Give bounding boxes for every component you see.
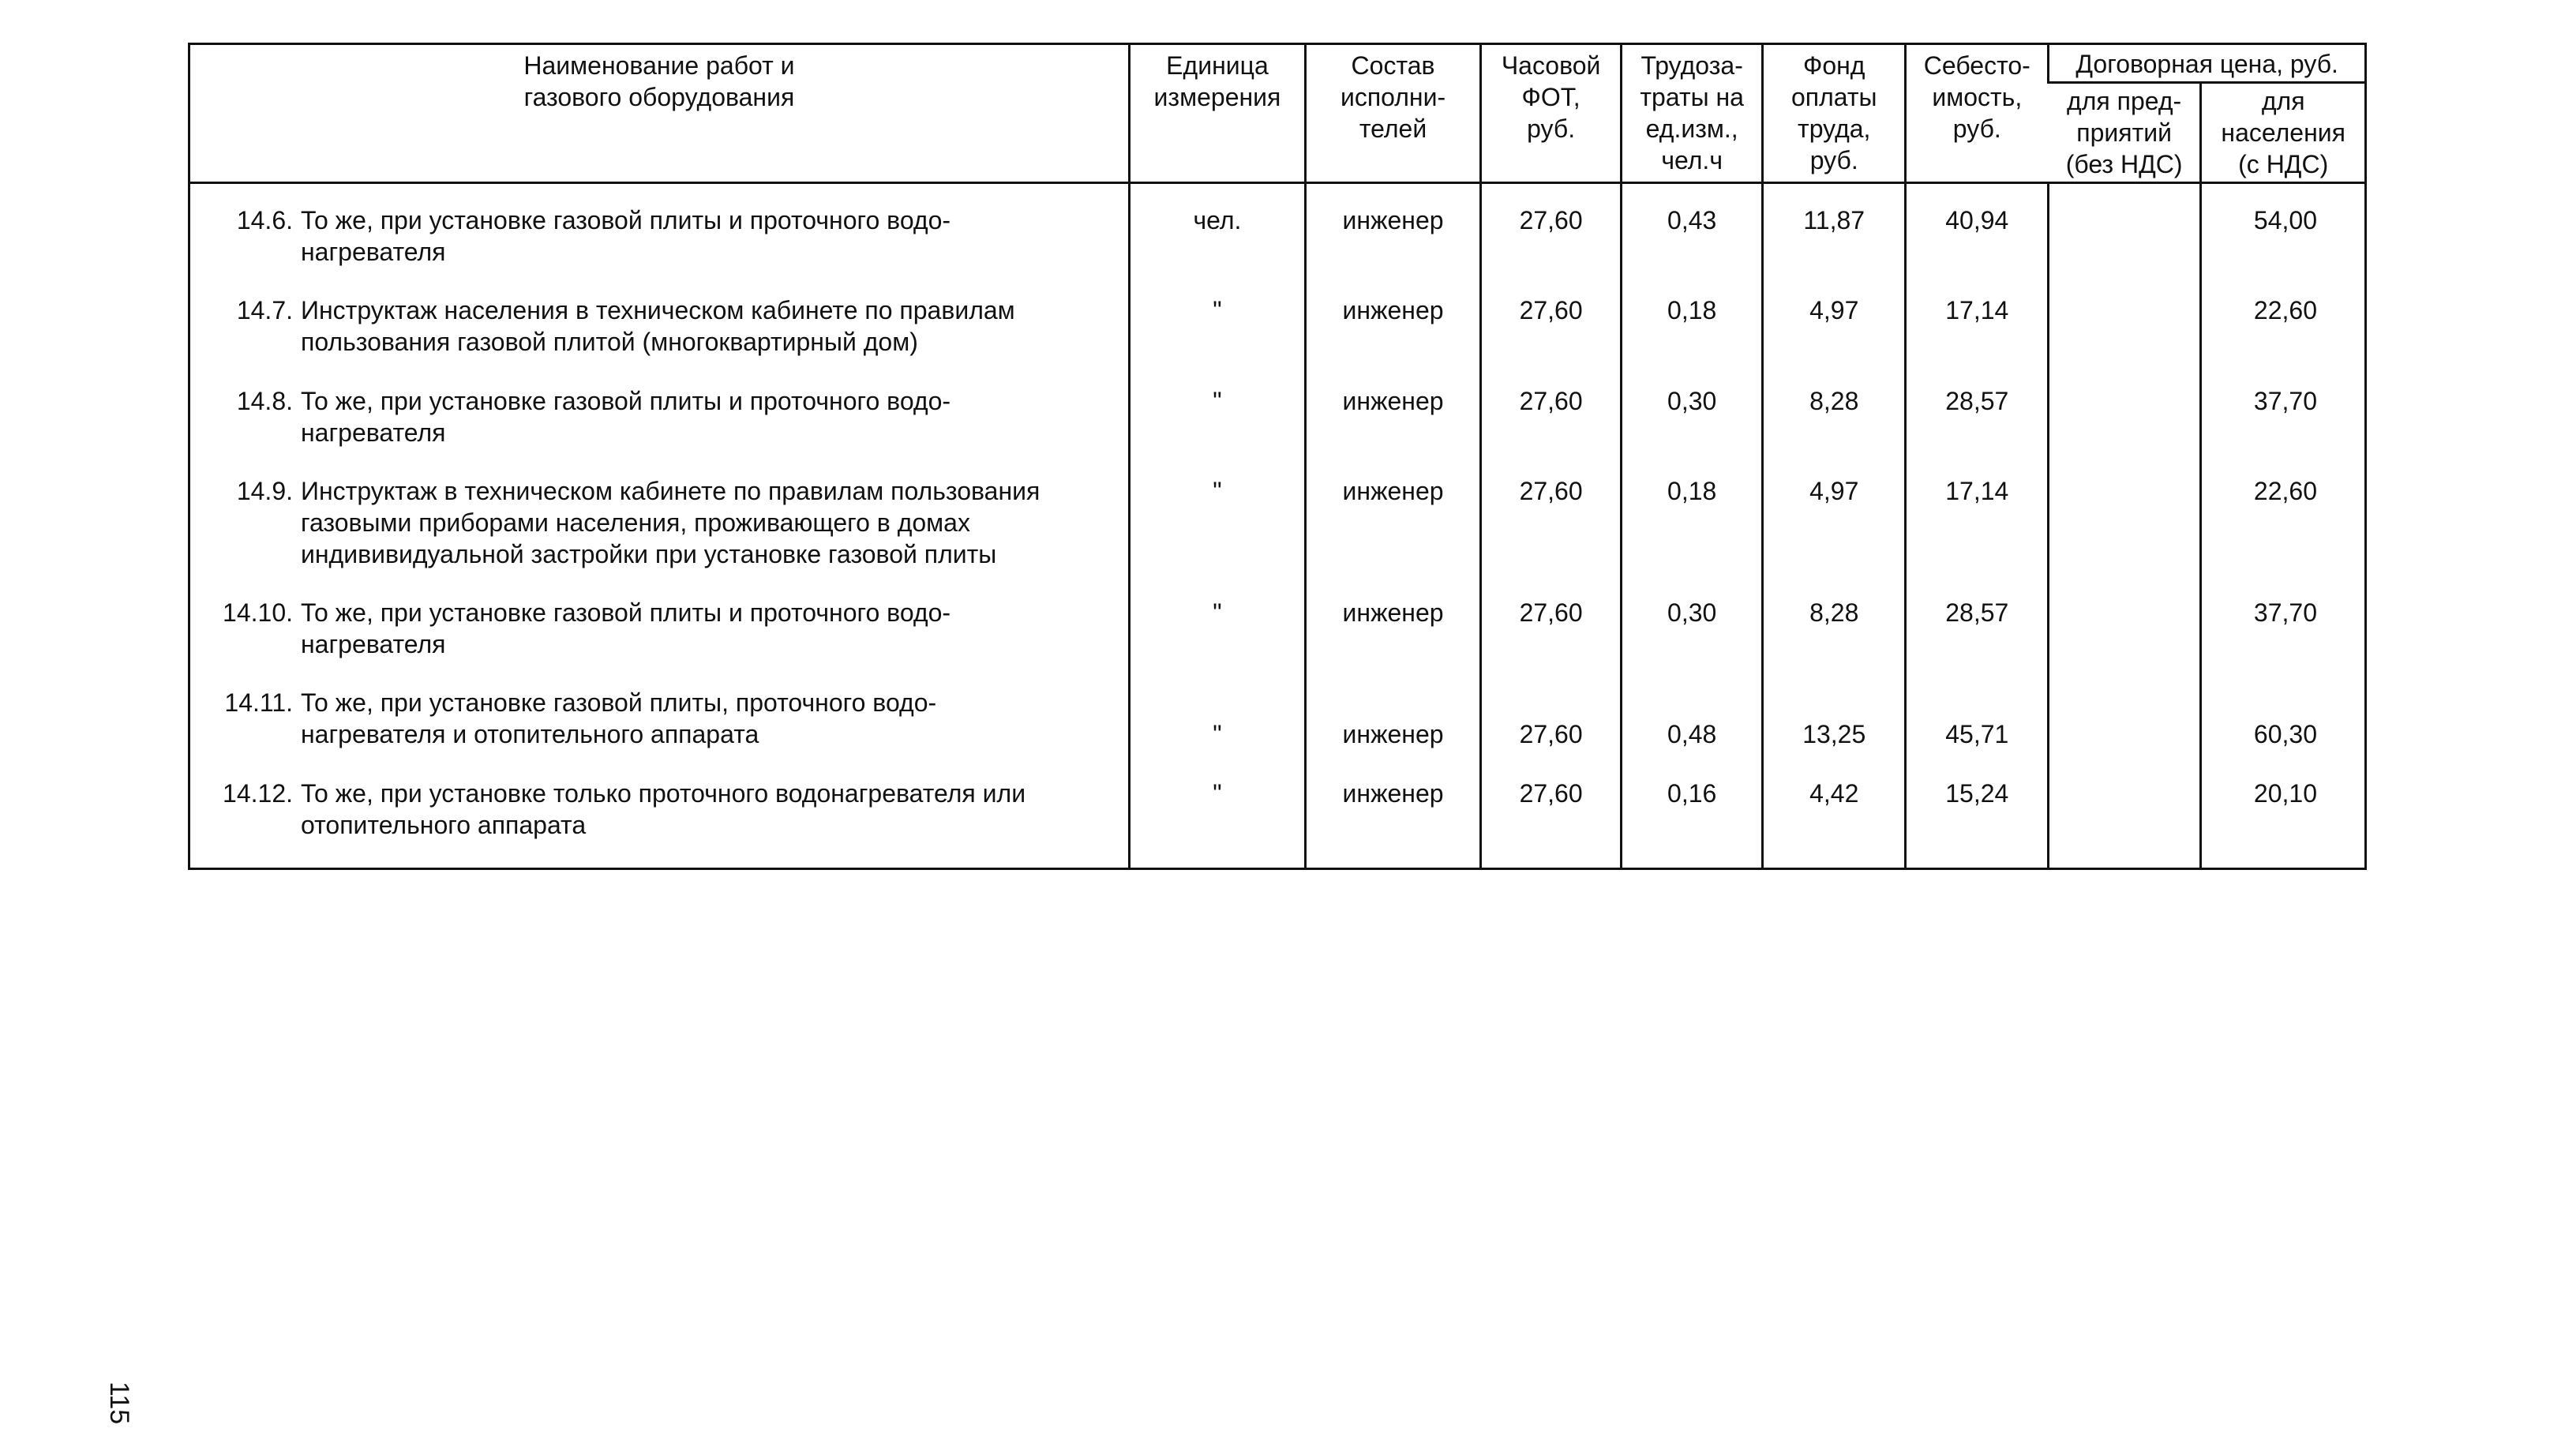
row-number: 14.10.	[223, 598, 293, 628]
row-number: 14.9.	[236, 476, 293, 505]
table-row	[190, 475, 2364, 597]
row-number: 14.11.	[224, 688, 293, 718]
table-row	[190, 687, 2364, 777]
cell-wage-fund: 13,25	[1802, 720, 1866, 749]
cell-hourly-rate: 27,60	[1519, 778, 1583, 808]
cell-wage-fund: 4,97	[1809, 296, 1859, 325]
cell-staff: инженер	[1342, 476, 1444, 505]
cell-work-name	[190, 294, 1129, 384]
cell-staff: инженер	[1342, 296, 1444, 325]
cell-cost: 28,57	[1945, 386, 2009, 415]
cell-for-population: 37,70	[2253, 386, 2317, 415]
cell-cost: 17,14	[1945, 296, 2009, 325]
cell-cost: 28,57	[1945, 598, 2009, 628]
cell-staff: инженер	[1342, 598, 1444, 628]
table-header	[190, 45, 2364, 183]
cell-hourly-rate: 27,60	[1519, 296, 1583, 325]
cell-labor: 0,30	[1667, 598, 1717, 628]
cell-unit: чел.	[1193, 206, 1242, 234]
price-table	[190, 45, 2364, 868]
table-row	[190, 204, 2364, 294]
header-for-population: для населения (с НДС)	[2201, 83, 2364, 183]
cell-staff: инженер	[1342, 720, 1444, 749]
cell-for-population: 20,10	[2253, 778, 2317, 808]
cell-hourly-rate: 27,60	[1519, 476, 1583, 505]
row-number: 14.12.	[223, 778, 293, 808]
cell-work-name	[190, 204, 1129, 294]
cell-for-population: 60,30	[2253, 720, 2317, 749]
cell-unit: "	[1213, 386, 1222, 415]
header-name: Наименование работ и газового оборудования	[190, 45, 1129, 183]
cell-work-name	[190, 597, 1129, 687]
cell-hourly-rate: 27,60	[1519, 206, 1583, 234]
table-spacer	[190, 183, 2364, 205]
cell-unit: "	[1213, 720, 1222, 749]
row-description: То же, при установке газовой плиты и проточного водо- нагревателя	[301, 386, 951, 447]
row-description: То же, при установке газовой плиты, проточного водо- нагревателя и отопительного аппарата	[301, 688, 937, 749]
cell-labor: 0,30	[1667, 386, 1717, 415]
cell-unit: "	[1213, 598, 1222, 628]
row-description: Инструктаж в техническом кабинете по правилам пользования газовыми приборами населения, проживающего в домах индививидуальной застройки при установке газовой плиты	[301, 476, 1041, 568]
cell-cost: 40,94	[1945, 206, 2009, 234]
cell-work-name	[190, 475, 1129, 597]
cell-unit: "	[1213, 296, 1222, 325]
cell-labor: 0,16	[1667, 778, 1717, 808]
cell-staff: инженер	[1342, 206, 1444, 234]
cell-wage-fund: 8,28	[1809, 386, 1859, 415]
cell-hourly-rate: 27,60	[1519, 386, 1583, 415]
page-number: 115	[104, 1382, 134, 1425]
cell-wage-fund: 11,87	[1803, 206, 1865, 234]
table-row	[190, 294, 2364, 384]
cell-staff: инженер	[1342, 386, 1444, 415]
header-labor: Трудоза- траты на ед.изм., чел.ч	[1622, 45, 1763, 183]
row-description: То же, при установке газовой плиты и проточного водо- нагревателя	[301, 598, 951, 659]
cell-labor: 0,43	[1667, 206, 1717, 234]
header-unit: Единица измерения	[1129, 45, 1305, 183]
header-cost: Себесто- имость, руб.	[1906, 45, 2049, 183]
header-wage-fund: Фонд оплаты труда, руб.	[1763, 45, 1906, 183]
cell-labor: 0,48	[1667, 720, 1717, 749]
cell-for-population: 54,00	[2253, 206, 2317, 234]
row-description: То же, при установке только проточного водонагревателя или отопительного аппарата	[301, 778, 1026, 839]
cell-labor: 0,18	[1667, 476, 1717, 505]
header-hourly-rate: Часовой ФОТ, руб.	[1481, 45, 1622, 183]
cell-hourly-rate: 27,60	[1519, 720, 1583, 749]
cell-wage-fund: 8,28	[1809, 598, 1859, 628]
row-number: 14.7.	[236, 296, 293, 325]
cell-for-enterprises	[2049, 687, 2199, 718]
cell-for-population: 22,60	[2253, 296, 2317, 325]
cell-work-name	[190, 385, 1129, 475]
table-row	[190, 597, 2364, 687]
row-number: 14.6.	[236, 206, 293, 234]
table-body	[190, 183, 2364, 868]
cell-unit: "	[1213, 778, 1222, 808]
cell-work-name	[190, 687, 1129, 777]
cell-for-population: 22,60	[2253, 476, 2317, 505]
cell-hourly-rate: 27,60	[1519, 598, 1583, 628]
header-staff: Состав исполни- телей	[1306, 45, 1481, 183]
cell-cost: 17,14	[1945, 476, 2009, 505]
cell-unit: "	[1213, 476, 1222, 505]
cell-work-name	[190, 778, 1129, 868]
header-for-enterprises: для пред- приятий (без НДС)	[2049, 83, 2201, 183]
row-description: Инструктаж населения в техническом кабинете по правилам пользования газовой плитой (многоквартирный дом)	[301, 296, 1015, 357]
cell-cost: 45,71	[1945, 720, 2009, 749]
cell-for-population: 37,70	[2253, 598, 2317, 628]
cell-wage-fund: 4,97	[1809, 476, 1859, 505]
cell-staff: инженер	[1342, 778, 1444, 808]
row-description: То же, при установке газовой плиты и проточного водо- нагревателя	[301, 206, 951, 266]
header-contract-price: Договорная цена, руб.	[2049, 45, 2364, 83]
cell-wage-fund: 4,42	[1809, 778, 1859, 808]
price-table-frame	[188, 43, 2367, 870]
row-number: 14.8.	[236, 386, 293, 415]
table-row	[190, 778, 2364, 868]
table-row	[190, 385, 2364, 475]
cell-labor: 0,18	[1667, 296, 1717, 325]
cell-cost: 15,24	[1945, 778, 2009, 808]
